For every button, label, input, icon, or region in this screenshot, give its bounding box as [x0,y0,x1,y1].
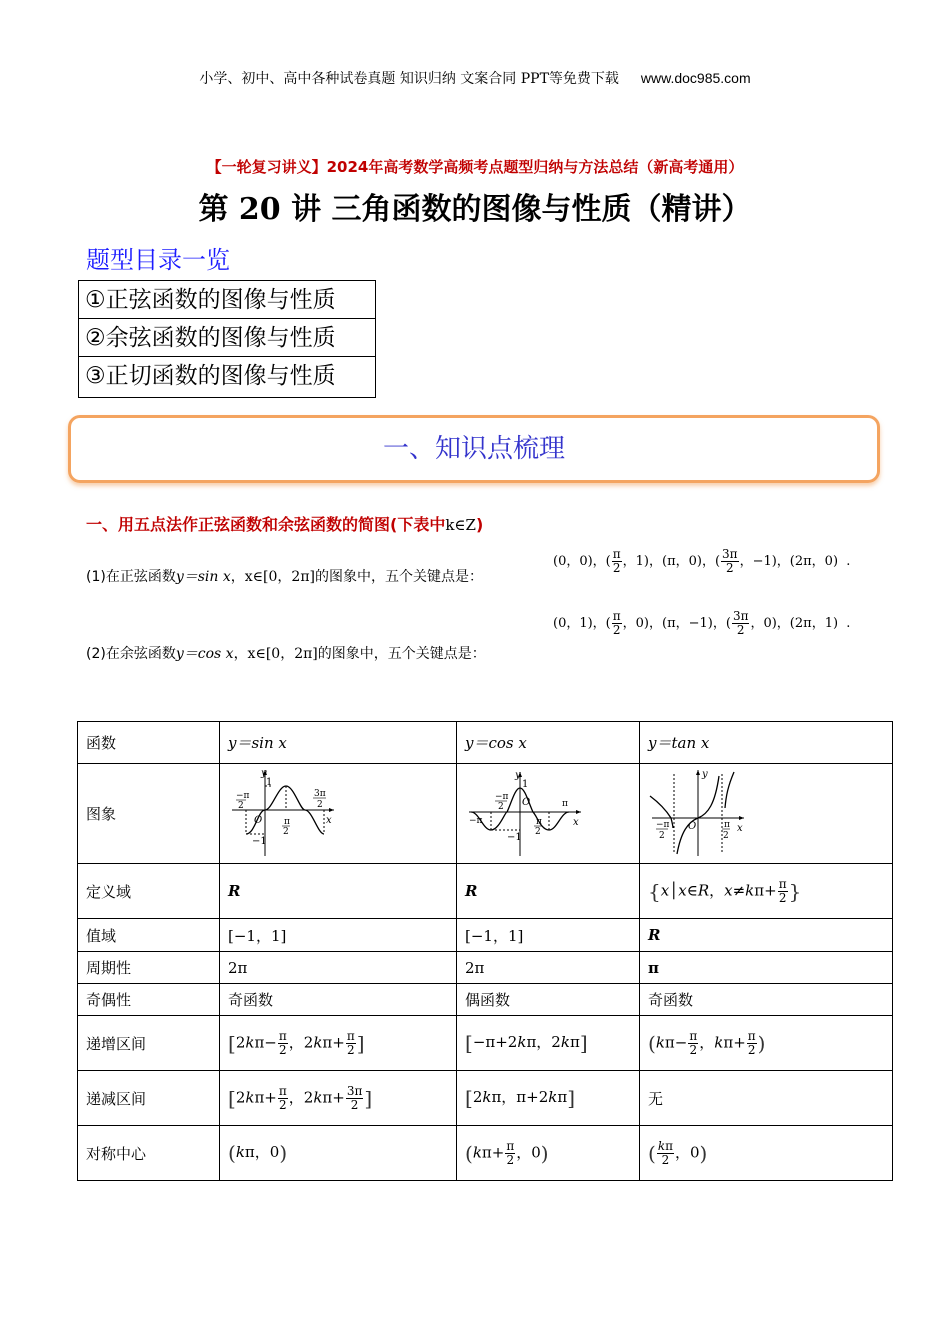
svg-text:O: O [688,820,697,832]
period-sin: 2π [220,952,457,984]
parity-cos: 偶函数 [457,984,640,1016]
svg-text:2: 2 [535,826,541,837]
svg-text:−π: −π [469,815,483,826]
header-url[interactable]: www.doc985.com [640,70,751,86]
row-label: 定义域 [78,864,220,919]
svg-text:y: y [261,767,267,779]
row-label: 奇偶性 [78,984,220,1016]
dec-sin: [2kπ+ $\frac{\pi}{2}$ ，2kπ+ $\frac{3\pi}{2}$ ] [220,1071,457,1126]
line2-prefix: (2)在余弦函数 [86,646,176,662]
parity-sin: 奇函数 [220,984,457,1016]
table-row [78,1126,893,1181]
table-row [78,1016,893,1071]
svg-text:−π: −π [656,819,670,830]
toc-heading: 题型目录一览 [86,246,230,274]
page-header [0,68,950,88]
domain-tan: {x│x∈R，x≠kπ+ $\frac{\pi}{2}$ } [640,864,893,919]
sin-graph-cell [220,764,457,864]
table-row [78,1071,893,1126]
range-tan: R [640,919,893,952]
svg-text:x: x [326,814,332,826]
period-tan: π [640,952,893,984]
table-row [78,984,893,1016]
section-heading-text: 一、用五点法作正弦函数和余弦函数的简图(下表中 [86,515,446,534]
toc-item[interactable]: ③正切函数的图像与性质 [85,363,336,389]
svg-text:1: 1 [266,776,273,788]
dec-tan: 无 [640,1071,893,1126]
svg-text:π: π [284,816,290,827]
inc-tan: (kπ− $\frac{\pi}{2}$ ，kπ+ $\frac{\pi}{2}$ ) [640,1016,893,1071]
row-label: 递增区间 [78,1016,220,1071]
svg-text:2: 2 [723,830,729,841]
sine-keypoints-line [86,566,483,586]
svg-text:3π: 3π [314,788,326,799]
svg-text:2: 2 [238,800,244,811]
document-title: 第 20 讲 三角函数的图像与性质（精讲） [198,192,752,227]
row-label: 图象 [78,764,220,864]
inc-cos: [−π+2kπ，2kπ] [457,1016,640,1071]
svg-text:2: 2 [283,826,289,837]
cosine-keypoints: (0，1)，( $\frac{\pi}{2}$ ，0)，(π，−1)，( $\frac{3\pi}{2}$ ，0)，(2π，1) . [553,609,851,637]
range-sin: [−1，1] [220,919,457,952]
line1-domain: ，x∈[0，2π] [230,569,315,585]
svg-text:y: y [515,769,521,781]
period-cos: 2π [457,952,640,984]
row-label: 递减区间 [78,1071,220,1126]
table-row [78,952,893,984]
svg-text:−π: −π [495,791,509,802]
toc-item[interactable]: ②余弦函数的图像与性质 [79,319,375,357]
section-heading-end: ) [475,515,484,534]
svg-text:1: 1 [522,778,529,790]
dec-cos: [2kπ，π+2kπ] [457,1071,640,1126]
svg-text:O: O [522,796,531,808]
line2-suffix: 的图象中，五个关键点是： [317,646,486,662]
svg-text:O: O [254,814,263,826]
range-cos: [−1，1] [457,919,640,952]
header-text: 小学、初中、高中各种试卷真题 知识归纳 文案合同 PPT等免费下载 [199,71,619,87]
tan-graph-cell [640,764,893,864]
trig-properties-table [77,721,893,1181]
document-subtitle: 【一轮复习讲义】2024年高考数学高频考点题型归纳与方法总结（新高考通用） [206,158,744,176]
section-heading-math: k∈Z [445,516,476,534]
svg-text:−1: −1 [507,831,522,843]
row-label: 函数 [78,722,220,764]
tan-graph [648,766,758,858]
row-label: 对称中心 [78,1126,220,1181]
center-tan: ( $\frac{k\pi}{2}$ ，0) [640,1126,893,1181]
inc-sin: [2kπ− $\frac{\pi}{2}$ ，2kπ+ $\frac{\pi}{2}$ ] [220,1016,457,1071]
domain-cos: R [457,864,640,919]
center-sin: (kπ，0) [220,1126,457,1181]
section-banner: 一、知识点梳理 [68,415,880,483]
table-row [78,764,893,864]
cosine-keypoints-line [86,643,486,663]
func-sin: y＝sin x [220,722,457,764]
toc-item[interactable]: ①正弦函数的图像与性质 [79,281,375,319]
cos-graph [465,766,585,858]
sin-graph [228,766,338,858]
table-row [78,722,893,764]
section-heading [86,512,483,535]
svg-text:x: x [737,822,743,834]
func-cos: y＝cos x [457,722,640,764]
svg-text:−1: −1 [252,835,267,847]
table-row [78,919,893,952]
svg-text:π: π [536,816,542,827]
func-tan: y＝tan x [640,722,893,764]
line2-domain: ，x∈[0，2π] [233,646,318,662]
row-label: 值域 [78,919,220,952]
line1-func: y＝sin x [175,569,231,585]
row-label: 周期性 [78,952,220,984]
parity-tan: 奇函数 [640,984,893,1016]
center-cos: (kπ+ $\frac{\pi}{2}$ ，0) [457,1126,640,1181]
domain-sin: R [220,864,457,919]
svg-text:x: x [573,816,579,828]
svg-text:π: π [562,798,568,809]
svg-text:π: π [724,819,730,830]
cos-graph-cell [457,764,640,864]
table-row [78,864,893,919]
svg-text:y: y [702,768,708,780]
svg-text:−π: −π [236,790,250,801]
svg-text:2: 2 [498,801,504,812]
sine-keypoints: (0，0)，( $\frac{\pi}{2}$ ，1)，(π，0)，( $\frac{3\pi}{2}$ ，−1)，(2π，0) . [553,547,851,575]
toc-list [78,280,376,398]
svg-text:2: 2 [317,799,323,810]
line1-suffix: 的图象中，五个关键点是： [314,569,483,585]
svg-text:2: 2 [659,830,665,841]
line2-func: y＝cos x [175,646,234,662]
line1-prefix: (1)在正弦函数 [86,569,176,585]
